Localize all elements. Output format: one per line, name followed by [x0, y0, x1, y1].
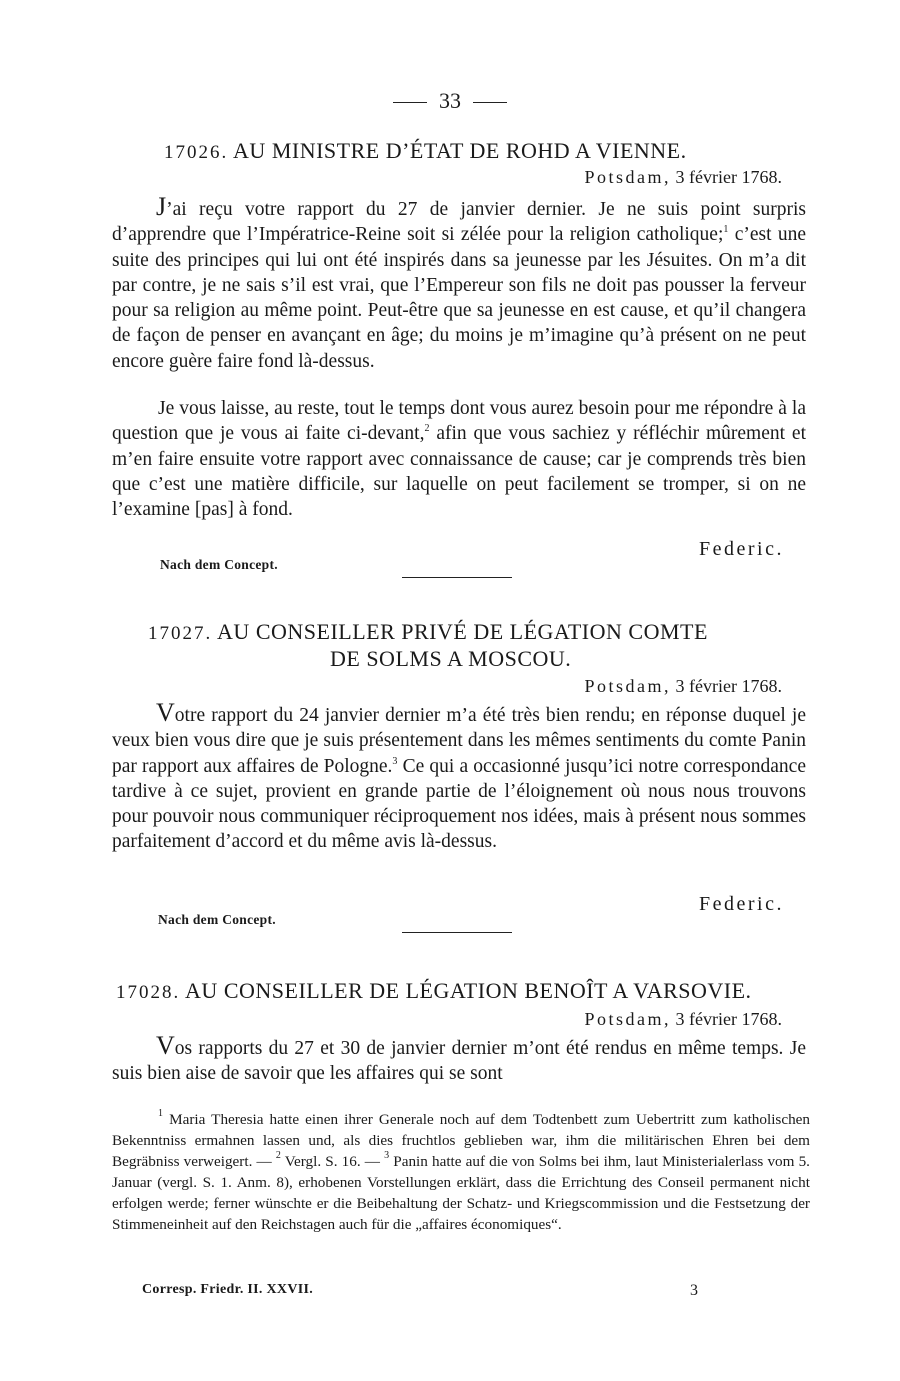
- letter-paragraph: [112, 194, 806, 374]
- letter-paragraph: [112, 700, 806, 855]
- paragraph-text: afin que vous sachiez y réfléchir mûrement et m’en faire ensuite votre rapport avec connaissance de cause; car je comprends très bien que c’est une matière difficile, sur laquelle on peut facilement se tromper, si on ne l’examine [pas] à fond.: [112, 423, 806, 521]
- footnotes: [112, 1110, 810, 1235]
- dateline-17027: [585, 676, 782, 697]
- page-header: [0, 88, 900, 114]
- footnote-mark: 3: [384, 1149, 390, 1161]
- date: 3 février 1768.: [675, 676, 782, 696]
- footnote-mark: 1: [723, 224, 729, 236]
- letter-title-17027-line2: DE SOLMS A MOSCOU.: [330, 646, 572, 671]
- header-dash-left: [393, 102, 427, 103]
- initial-letter: J: [156, 192, 167, 221]
- signature-mark: 3: [690, 1282, 698, 1299]
- dateline-17026: [585, 167, 782, 188]
- letter-title-17028: [116, 978, 816, 1006]
- date-place: Potsdam,: [584, 167, 672, 187]
- letter-paragraph: [112, 396, 806, 522]
- paragraph-text: otre rapport du 24 janvier dernier m’a été très bien rendu; en réponse duquel je veux bien vous dire que je suis présentement dans les mêmes sentiments du comte Panin par rapport aux affaires de Pologne.: [112, 705, 806, 777]
- letter-title-17027: [148, 619, 788, 647]
- footer-signature: Corresp. Friedr. II. XXVII.: [142, 1282, 314, 1297]
- letter-title-17026: [164, 138, 864, 166]
- section-divider: [402, 577, 512, 578]
- letter-number: 17026.: [164, 142, 229, 163]
- initial-letter: V: [156, 1031, 175, 1060]
- date-place: Potsdam,: [584, 1009, 672, 1029]
- letter-heading: AU CONSEILLER DE LÉGATION BENOÎT A VARSOVIE.: [185, 978, 752, 1003]
- paragraph-text: c’est une suite des principes qui lui ont été inspirés dans sa jeunesse par les Jésuites. On m’a dit par contre, je ne sais s’il est vrai, que l’Empereur son fils ne doit pas pousser la ferveur pour sa religion au même point. Peut-être que sa jeunesse en est cause, et qu’il changera de façon de penser en avançant en âge; du moins je m’imagine qu’à présent on ne peut encore guère faire fond là-dessus.: [112, 224, 806, 372]
- source-note: Nach dem Concept.: [160, 557, 278, 572]
- signature: Federic.: [699, 893, 784, 915]
- footnote-1: Maria Theresia hatte einen ihrer Generale noch auf dem Todtenbett zum Uebertritt zum katholischen Bekenntniss ermahnen lassen und, als dies fruchtlos geblieben war, ihm die militärischen Ehren bei dem Begräbniss verweigert. —: [112, 1111, 810, 1170]
- date: 3 février 1768.: [675, 167, 782, 187]
- letter-heading-line1: AU CONSEILLER PRIVÉ DE LÉGATION COMTE: [217, 619, 708, 644]
- paragraph-text: os rapports du 27 et 30 de janvier dernier m’ont été rendus en même temps. Je suis bien aise de savoir que les affaires qui se sont: [112, 1038, 806, 1085]
- letter-number: 17028.: [116, 982, 181, 1003]
- footnote-mark: 2: [424, 423, 430, 435]
- letter-number: 17027.: [148, 623, 213, 644]
- signature: Federic.: [699, 538, 784, 560]
- footnote-3: Panin hatte auf die von Solms bei ihm, laut Ministerialerlass vom 5. Januar (vergl. S. 1. Anm. 8), erhobenen Vorstellungen erklärt, dass die Errichtung des Conseil permanent nicht erfolgen werde; ferner wünschte er die Beibehaltung der Schatz- und Kriegscommission und die Festsetzung der Stimmeneinheit auf den Reichstagen auch für die „affaires économiques“.: [112, 1152, 810, 1233]
- date: 3 février 1768.: [675, 1009, 782, 1029]
- initial-letter: V: [156, 698, 175, 727]
- letter-paragraph: [112, 1033, 806, 1087]
- footnote-mark: 1: [158, 1108, 163, 1119]
- dateline-17028: [585, 1009, 782, 1030]
- section-divider: [402, 932, 512, 933]
- source-note: Nach dem Concept.: [158, 912, 276, 927]
- footnote-mark: 2: [275, 1149, 281, 1161]
- page-number: 33: [439, 88, 461, 113]
- paragraph-text: Ce qui a occasionné jusqu’ici notre correspondance tardive à ce sujet, provient en grande partie de l’éloignement où nous nous trouvons pour pouvoir nous communiquer réciproquement nos idées, mais à présent nous sommes parfaitement d’accord et du même avis là-dessus.: [112, 755, 806, 853]
- letter-heading: AU MINISTRE D’ÉTAT DE ROHD A VIENNE.: [233, 138, 687, 163]
- date-place: Potsdam,: [584, 676, 672, 696]
- footnote-mark: 3: [392, 755, 398, 767]
- paragraph-text: Je vous laisse, au reste, tout le temps dont vous aurez besoin pour me répondre à la question que je vous ai faite ci-devant,: [112, 398, 806, 445]
- footnote-2: Vergl. S. 16. —: [284, 1152, 380, 1170]
- header-dash-right: [473, 102, 507, 103]
- paragraph-text: ’ai reçu votre rapport du 27 de janvier dernier. Je ne suis point surpris d’apprendre que l’Impératrice-Reine soit si zélée pour la religion catholique;: [112, 199, 806, 246]
